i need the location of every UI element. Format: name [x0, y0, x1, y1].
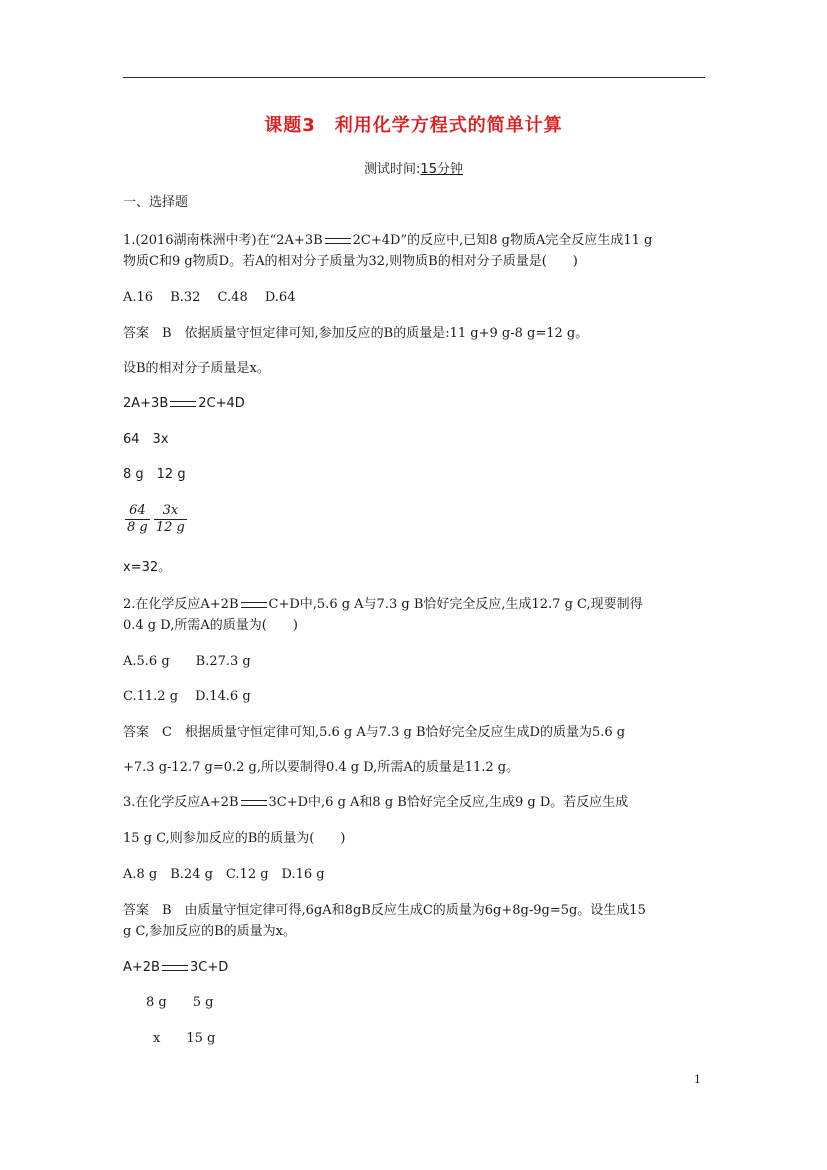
q2-options-row2: C.11.2 g D.14.6 g: [123, 689, 251, 704]
q2-stem-line2: 0.4 g D,所需A的质量为( ): [123, 618, 298, 633]
test-time-label: 测试时间:: [364, 162, 421, 177]
q3-ratio-row2: x 15 g: [153, 1031, 216, 1046]
q1-options: A.16 B.32 C.48 D.64: [123, 290, 296, 305]
fraction-numerator: 64: [125, 503, 150, 520]
q3-ratio-row1: 8 g 5 g: [146, 995, 214, 1010]
equation-double-line: [241, 800, 267, 806]
q2-stem-part2: C+D中,5.6 g A与7.3 g B恰好完全反应,生成12.7 g C,现要制得: [268, 597, 643, 612]
q1-answer: 答案 B 依据质量守恒定律可知,参加反应的B的质量是:11 g+9 g-8 g=12 g。: [123, 326, 589, 341]
q3-stem-line1: [123, 791, 628, 815]
test-time: [0, 158, 827, 177]
q3-stem-part2: 3C+D中,6 g A和8 g B恰好完全反应,生成9 g D。若反应生成: [268, 795, 629, 810]
fraction-denominator: 12 g: [155, 520, 185, 535]
q3-equation: [123, 956, 228, 980]
q1-assume: 设B的相对分子质量是x。: [123, 361, 270, 376]
q2-answer-line1: 答案 C 根据质量守恒定律可知,5.6 g A与7.3 g B恰好完全反应生成D的质量为5.6 g: [123, 725, 626, 740]
q1-stem-part2: 2C+4D”的反应中,已知8 g物质A完全反应生成11 g: [352, 233, 653, 248]
q2-stem-part1: 2.在化学反应A+2B: [123, 597, 239, 612]
q3-answer-line1: 答案 B 由质量守恒定律可得,6gA和8gB反应生成C的质量为6g+8g-9g=5g。设生成15: [123, 903, 646, 918]
q1-proportion: [125, 503, 187, 535]
q3-options: A.8 g B.24 g C.12 g D.16 g: [123, 867, 325, 882]
q3-eq-left: A+2B: [123, 960, 160, 975]
q1-ratio-row2: 8 g 12 g: [123, 467, 186, 482]
section-heading: 一、选择题: [123, 195, 189, 210]
q1-result: x=32。: [123, 560, 172, 575]
q1-stem-part1: 1.(2016湖南株洲中考)在“2A+3B: [123, 233, 323, 248]
equation-double-line: [162, 965, 188, 971]
q3-stem-line2: 15 g C,则参加反应的B的质量为( ): [123, 831, 346, 846]
q1-stem-line2: 物质C和9 g物质D。若A的相对分子质量为32,则物质B的相对分子质量是( ): [123, 254, 578, 269]
equation-double-line: [325, 238, 351, 244]
q1-eq-right: 2C+4D: [198, 396, 245, 411]
header-rule: [123, 77, 705, 78]
test-time-value: 15分钟: [420, 162, 463, 177]
equation-double-line: [170, 401, 196, 407]
page-title: 课题3 利用化学方程式的简单计算: [264, 115, 563, 136]
fraction-right: [154, 503, 187, 535]
q3-eq-right: 3C+D: [189, 960, 229, 975]
q3-answer-line2: g C,参加反应的B的质量为x。: [123, 924, 296, 939]
q2-options-row1: A.5.6 g B.27.3 g: [123, 654, 251, 669]
equation-double-line: [241, 602, 267, 608]
fraction-denominator: 8 g: [127, 520, 148, 535]
fraction-numerator: 3x: [154, 503, 187, 520]
q1-ratio-row1: 64 3x: [123, 432, 169, 447]
page-number: 1: [694, 1073, 701, 1086]
q3-stem-part1: 3.在化学反应A+2B: [123, 795, 239, 810]
fraction-left: [125, 503, 150, 535]
q1-eq-left: 2A+3B: [123, 396, 169, 411]
q2-answer-line2: +7.3 g-12.7 g=0.2 g,所以要制得0.4 g D,所需A的质量是11.2 g。: [123, 760, 520, 775]
q1-equation: [123, 392, 245, 416]
